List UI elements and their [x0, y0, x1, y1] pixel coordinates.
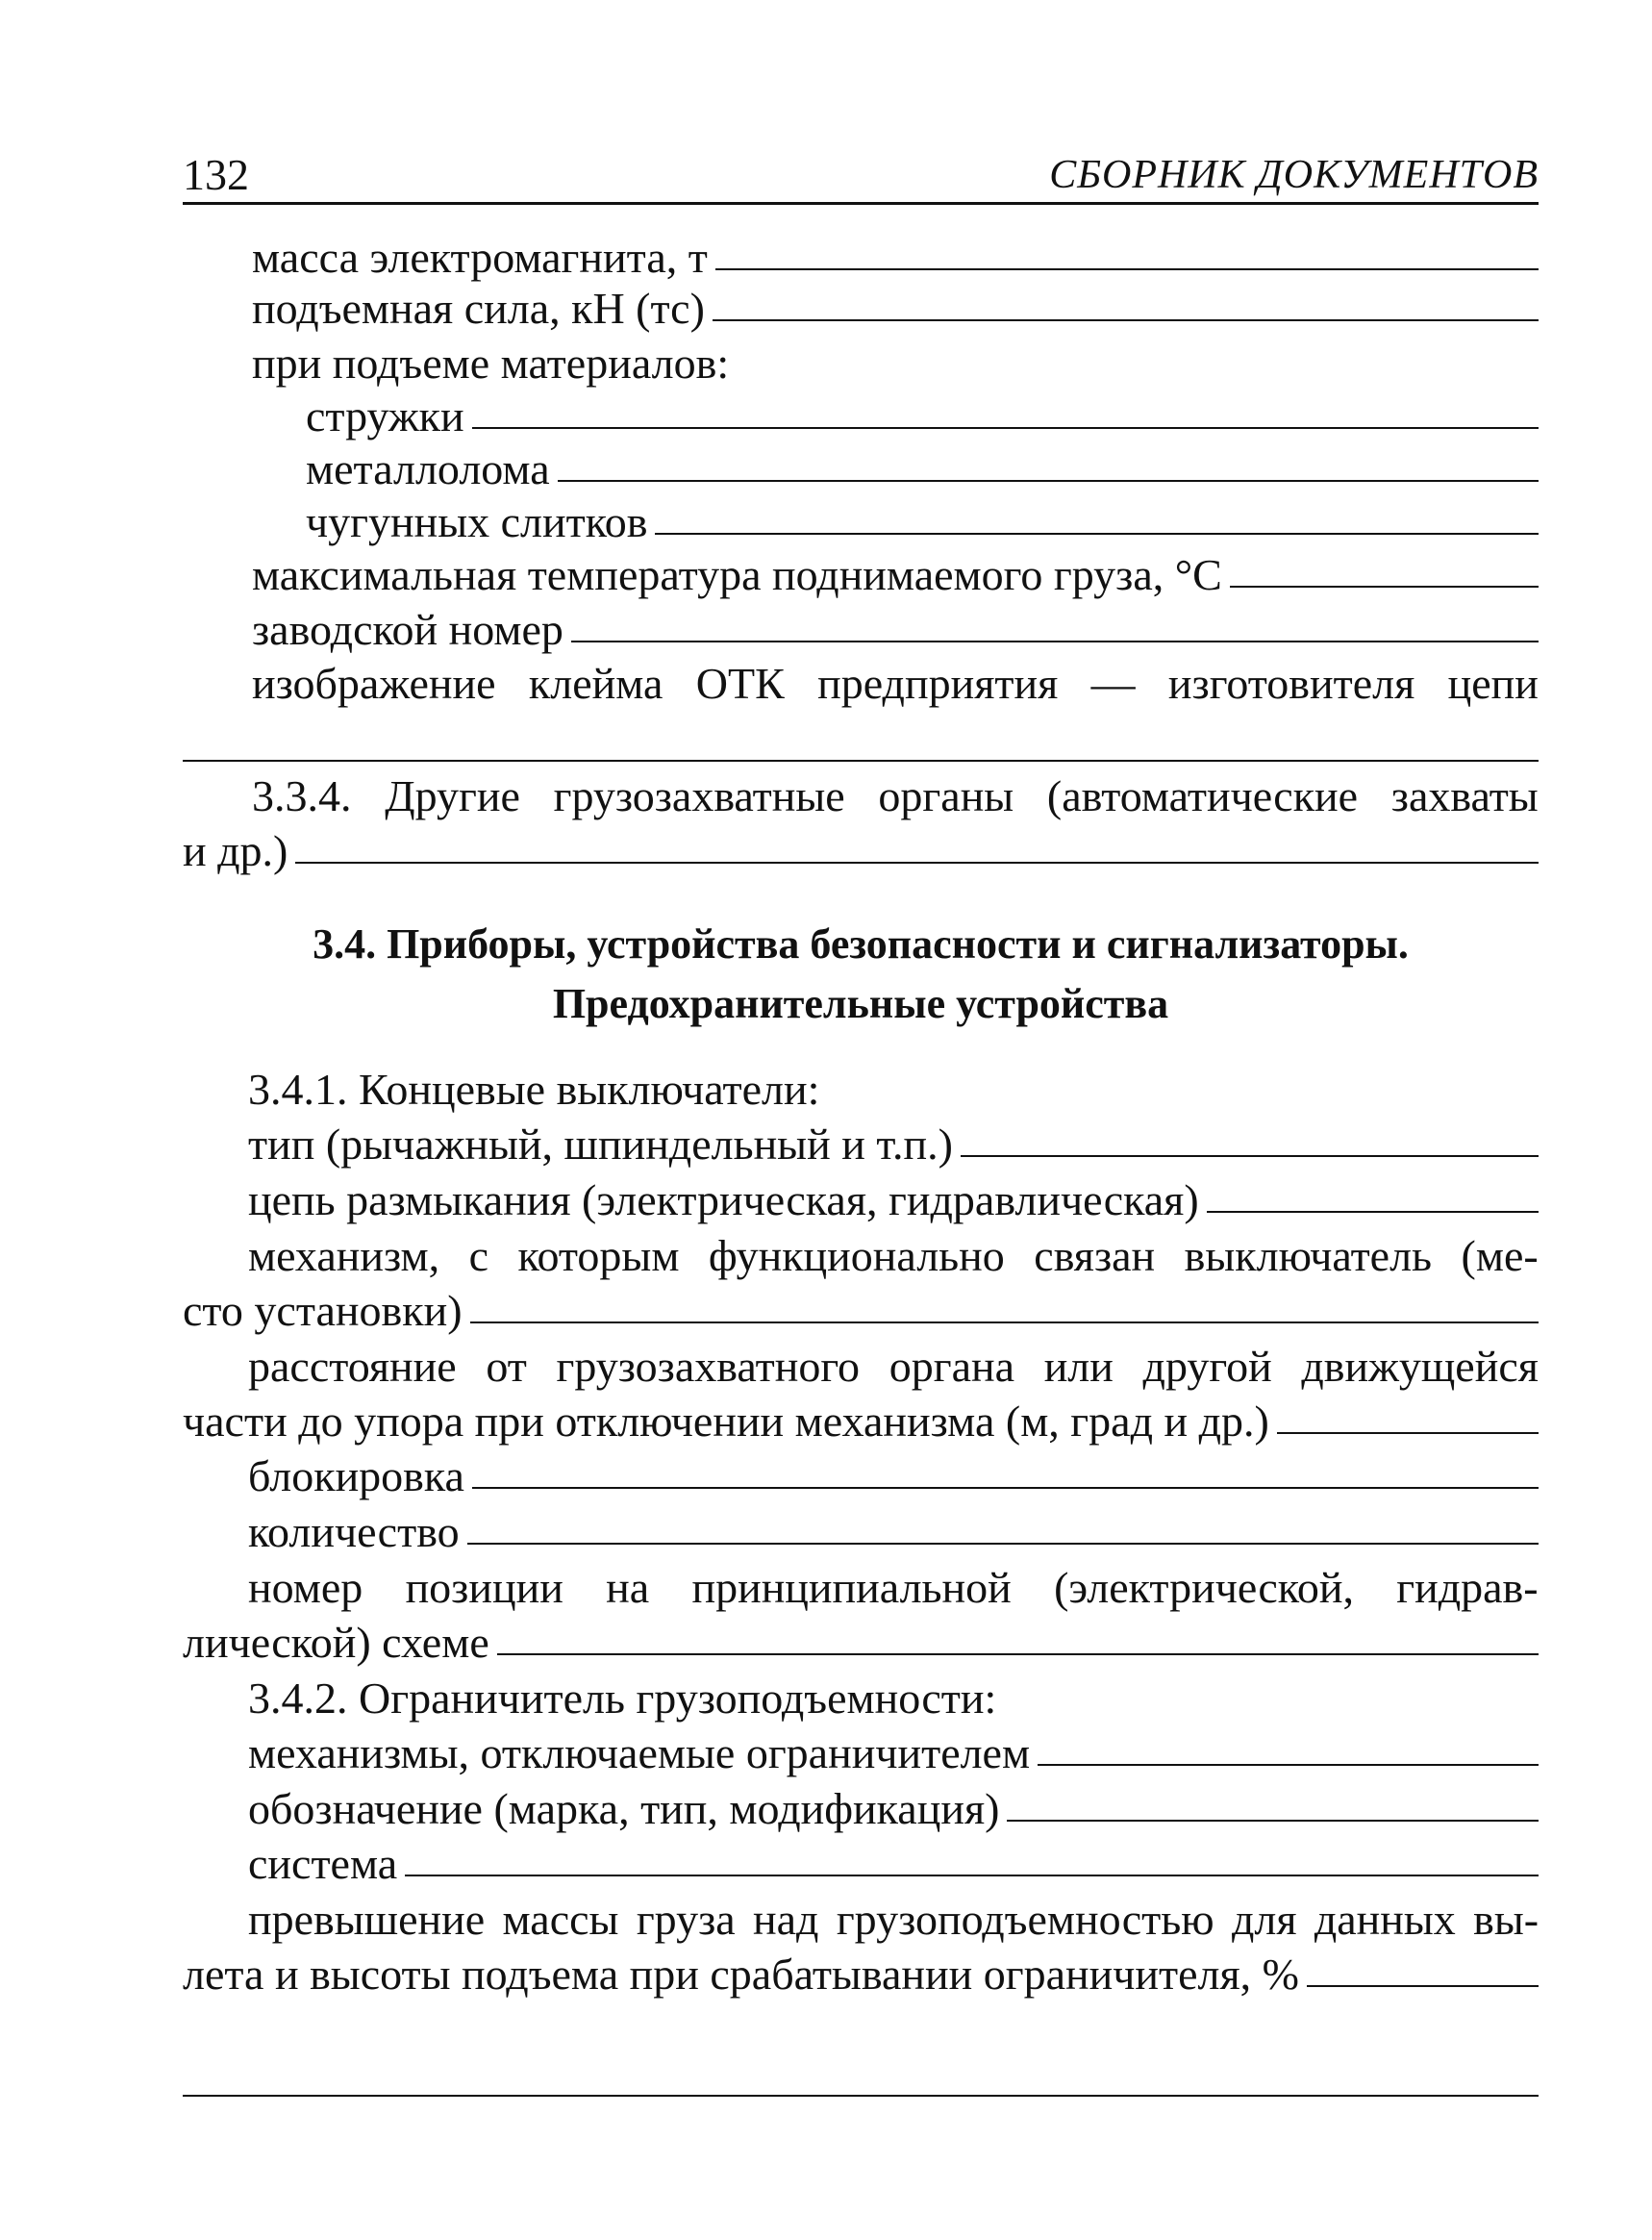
field-blocking — [248, 1451, 1539, 1500]
field-excess — [183, 1952, 1539, 1997]
blank-line[interactable] — [655, 533, 1539, 535]
blank-line-otk[interactable] — [183, 760, 1539, 762]
field-label: обозначение (марка, тип, модификация) — [248, 1784, 1000, 1833]
blank-line[interactable] — [467, 1543, 1539, 1545]
field-pig-iron — [306, 497, 1539, 546]
section-341-title: 3.4.1. Концевые выключатели: — [248, 1065, 820, 1114]
blank-line[interactable] — [295, 862, 1539, 864]
blank-line[interactable] — [961, 1155, 1539, 1157]
field-label: максимальная температура поднимаемого груза, °С — [252, 550, 1222, 599]
field-label: механизмы, отключаемые ограничителем — [248, 1728, 1031, 1777]
field-mechanism — [183, 1286, 1539, 1335]
excess-line1: превышение массы груза над грузоподъемностью для данных вы- — [248, 1895, 1539, 1944]
section-342-title: 3.4.2. Ограничитель грузоподъемности: — [248, 1674, 997, 1723]
field-label: лета и высоты подъема при срабатывании ограничителя, % — [183, 1950, 1299, 1999]
field-switch-type — [248, 1122, 1539, 1167]
field-label: заводской номер — [252, 605, 563, 654]
blank-line-bottom[interactable] — [183, 2095, 1539, 2097]
field-label: цепь размыкания (электрическая, гидравлическая) — [248, 1175, 1199, 1224]
field-mechanisms — [248, 1728, 1539, 1777]
blank-line[interactable] — [405, 1875, 1539, 1876]
field-max-temp — [252, 550, 1539, 599]
field-scrap — [306, 444, 1539, 493]
field-distance — [183, 1399, 1539, 1444]
field-label: тип (рычажный, шпиндельный и т.п.) — [248, 1120, 953, 1169]
section-34-heading-line1: 3.4. Приборы, устройства безопасности и сигнализаторы. — [313, 920, 1409, 968]
field-label: блокировка — [248, 1451, 464, 1500]
field-label: металлолома — [306, 444, 550, 493]
field-label: количество — [248, 1507, 460, 1556]
field-shavings — [306, 391, 1539, 440]
page-number: 132 — [183, 150, 249, 199]
field-label: подъемная сила, кН (тс) — [252, 284, 705, 333]
field-label: масса электромагнита, т — [252, 233, 708, 282]
blank-line[interactable] — [1207, 1211, 1539, 1213]
field-magnet-mass — [252, 233, 1539, 282]
field-label: сто установки) — [183, 1286, 463, 1335]
blank-line[interactable] — [470, 1321, 1539, 1323]
page-header — [183, 144, 1539, 205]
blank-line[interactable] — [558, 480, 1539, 482]
blank-line[interactable] — [472, 1487, 1539, 1489]
field-other-gripping — [183, 826, 1539, 875]
field-label: части до упора при отключении механизма (м, град и др.) — [183, 1397, 1269, 1446]
field-position — [183, 1618, 1539, 1667]
field-label: лической) схеме — [183, 1618, 489, 1667]
field-label: система — [248, 1839, 398, 1888]
blank-line[interactable] — [1230, 586, 1539, 588]
field-label: стружки — [306, 391, 464, 440]
blank-line[interactable] — [1307, 1985, 1539, 1987]
section-334-line1: 3.3.4. Другие грузозахватные органы (автоматические захваты — [252, 771, 1539, 820]
position-line1: номер позиции на принципиальной (электрической, гидрав- — [248, 1563, 1539, 1612]
running-title: СБОРНИК ДОКУМЕНТОВ — [1049, 153, 1539, 197]
field-designation — [248, 1784, 1539, 1833]
blank-line[interactable] — [715, 268, 1539, 270]
distance-line1: расстояние от грузозахватного органа или другой движущейся — [248, 1342, 1539, 1391]
field-circuit — [248, 1175, 1539, 1224]
when-lifting-label: при подъеме материалов: — [252, 339, 730, 388]
blank-line[interactable] — [713, 319, 1539, 321]
blank-line[interactable] — [571, 641, 1539, 642]
field-serial-number — [252, 605, 1539, 654]
mechanism-line1: механизм, с которым функционально связан выключатель (ме- — [248, 1231, 1539, 1280]
field-quantity — [248, 1507, 1539, 1556]
field-label: чугунных слитков — [306, 497, 648, 546]
field-lift-force — [252, 284, 1539, 333]
blank-line[interactable] — [1007, 1820, 1539, 1822]
section-34-heading-line2: Предохранительные устройства — [552, 980, 1169, 1027]
field-label: и др.) — [183, 826, 288, 875]
otk-mark-label: изображение клейма ОТК предприятия — изготовителя цепи — [252, 659, 1539, 708]
blank-line[interactable] — [472, 427, 1539, 429]
blank-line[interactable] — [497, 1653, 1539, 1655]
blank-line[interactable] — [1277, 1432, 1539, 1434]
blank-line[interactable] — [1038, 1764, 1539, 1766]
field-system — [248, 1839, 1539, 1888]
